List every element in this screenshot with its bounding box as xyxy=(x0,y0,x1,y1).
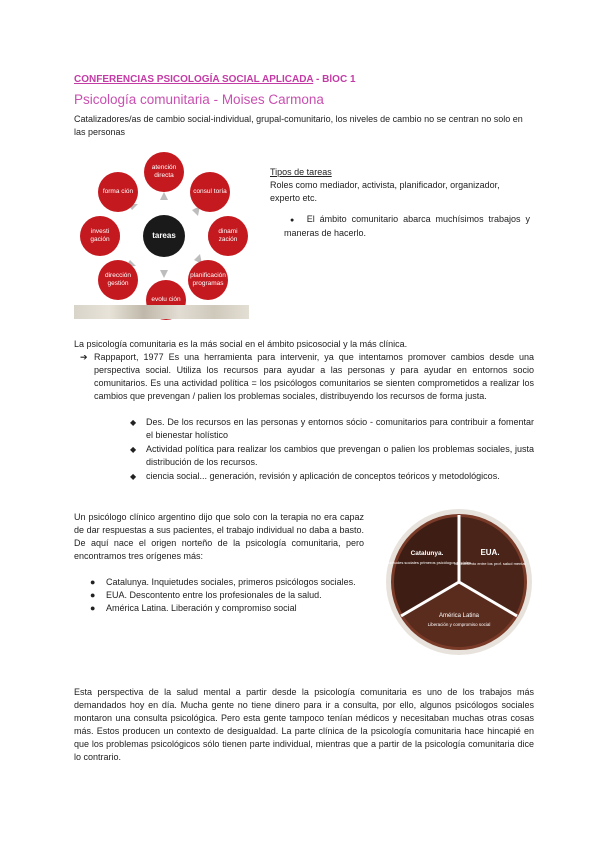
pie-latam-text: Liberación y compromiso social xyxy=(427,622,491,627)
tipos-bullet xyxy=(270,213,530,240)
rappaport-text: Rappaport, 1977 Es una herramienta para intervenir, ya que intentamos promover cambios desde una perspectiva social. Utiliza los recursos para ayudar a las personas y para ayudar en entornos socio comunitarios. Es una actividad política = los psicólogos comunitarios se sienten comprometidos a realizar los cambios que prevengan / palien los problemas sociales, distribuyendo los recursos de forma justa. xyxy=(94,352,534,401)
bullet-dot-icon: ● xyxy=(90,577,96,587)
origins-list xyxy=(90,576,360,615)
node-formacion: forma ción xyxy=(98,172,138,212)
rappaport-block xyxy=(80,351,534,403)
origin-text: EUA. Descontento entre los profesionales de la salud. xyxy=(106,590,322,600)
bullet-dot: ● xyxy=(290,217,297,224)
list-item xyxy=(130,443,534,469)
diamond-item-text: Des. De los recursos en las personas y entornos sócio - comunitarios para contribuir a fomentar el bienestar holístico xyxy=(146,417,534,440)
header xyxy=(74,74,356,85)
pie-eua-text: descontento entre los prof. salud mental xyxy=(454,561,526,566)
header-separator: - xyxy=(313,74,323,85)
node-direccion: dirección gestión xyxy=(98,260,138,300)
diamond-list xyxy=(130,416,534,484)
origins-diagram xyxy=(384,507,534,657)
pie-catalunya-text: inquietudes sociales primeros psicólogos sociales xyxy=(384,560,472,565)
origins-pie-svg xyxy=(384,507,534,657)
argentino-paragraph: Un psicólogo clínico argentino dijo que solo con la terapia no era capaz de dar respuestas a sus pacientes, el trabajo individual no daba a basto. De aquí nace el origen norteño de la psicología comunitaria, pero encontramos tres orígenes más: xyxy=(74,512,364,561)
list-item xyxy=(90,589,360,602)
diamond-icon: ◆ xyxy=(130,472,137,481)
origin-text: Catalunya. Inquietudes sociales, primeros psicólogos sociales. xyxy=(106,577,356,587)
intro-paragraph: Catalizadores/as de cambio social-individual, grupal-comunitario, los niveles de cambio no se centran no solo en las personas xyxy=(74,114,523,137)
node-investigacion: investi gación xyxy=(80,216,120,256)
photo-strip xyxy=(74,305,249,319)
list-item xyxy=(130,470,534,483)
list-item xyxy=(90,576,360,589)
pie-catalunya-title: Catalunya. xyxy=(410,550,444,557)
tipos-section xyxy=(270,166,530,240)
bullet-dot-icon: ● xyxy=(90,590,96,600)
diamond-icon: ◆ xyxy=(130,418,137,427)
subtitle: Psicología comunitaria - Moises Carmona xyxy=(74,92,324,107)
origin-text: América Latina. Liberación y compromiso social xyxy=(106,603,297,613)
pie-eua-title: EUA. xyxy=(480,548,500,557)
diamond-item-text: Actividad política para realizar los cambios que prevengan o palien los problemas sociales, justa distribución de los recursos. xyxy=(146,444,534,467)
header-title: CONFERENCIAS PSICOLOGÍA SOCIAL APLICADA xyxy=(74,74,314,85)
tipos-bullet-text: El ámbito comunitario abarca muchísimos trabajos y maneras de hacerlo. xyxy=(284,214,530,238)
node-consultoria: consul toría xyxy=(190,172,230,212)
tipos-title: Tipos de tareas xyxy=(270,167,332,177)
arrow-icon: ➔ xyxy=(80,352,88,362)
diamond-icon: ◆ xyxy=(130,445,137,454)
tipos-roles: Roles como mediador, activista, planificador, organizador, experto etc. xyxy=(270,180,500,203)
final-paragraph: Esta perspectiva de la salud mental a partir desde la psicología comunitaria es uno de los trabajos más demandados hoy en día. Mucha gente no tiene dinero para ir a consulta, por ello, algunos psicólogos sociales montaron una consulta psicológica. Pero esta gente tampoco tenían médicos y necesitaban muchas otras cosas más. Estos producen un contexto de desigualdad. La parte clínica de la psicología comunitaria hace hincapié en que los problemas psicológicos sólo tienen parte individual, mientras que a partir de la psicología comunitaria dice lo contrario. xyxy=(74,687,534,762)
diamond-item-text: ciencia social... generación, revisión y aplicación de conceptos teóricos y metodológicos. xyxy=(146,471,500,481)
header-bloc: BlOC 1 xyxy=(322,74,356,85)
list-item xyxy=(90,602,360,615)
node-evolucion: evolu ción xyxy=(146,280,186,320)
paragraph-social: La psicología comunitaria es la más social en el ámbito psicosocial y la más clínica. xyxy=(74,339,408,349)
pie-latam-title: América Latina xyxy=(438,613,480,619)
list-item xyxy=(130,416,534,442)
node-atencion: atención directa xyxy=(144,152,184,192)
node-dinamizacion: dinami zación xyxy=(208,216,248,256)
center-node: tareas xyxy=(143,215,185,257)
node-planificacion: planificación programas xyxy=(188,260,228,300)
bullet-dot-icon: ● xyxy=(90,603,96,613)
